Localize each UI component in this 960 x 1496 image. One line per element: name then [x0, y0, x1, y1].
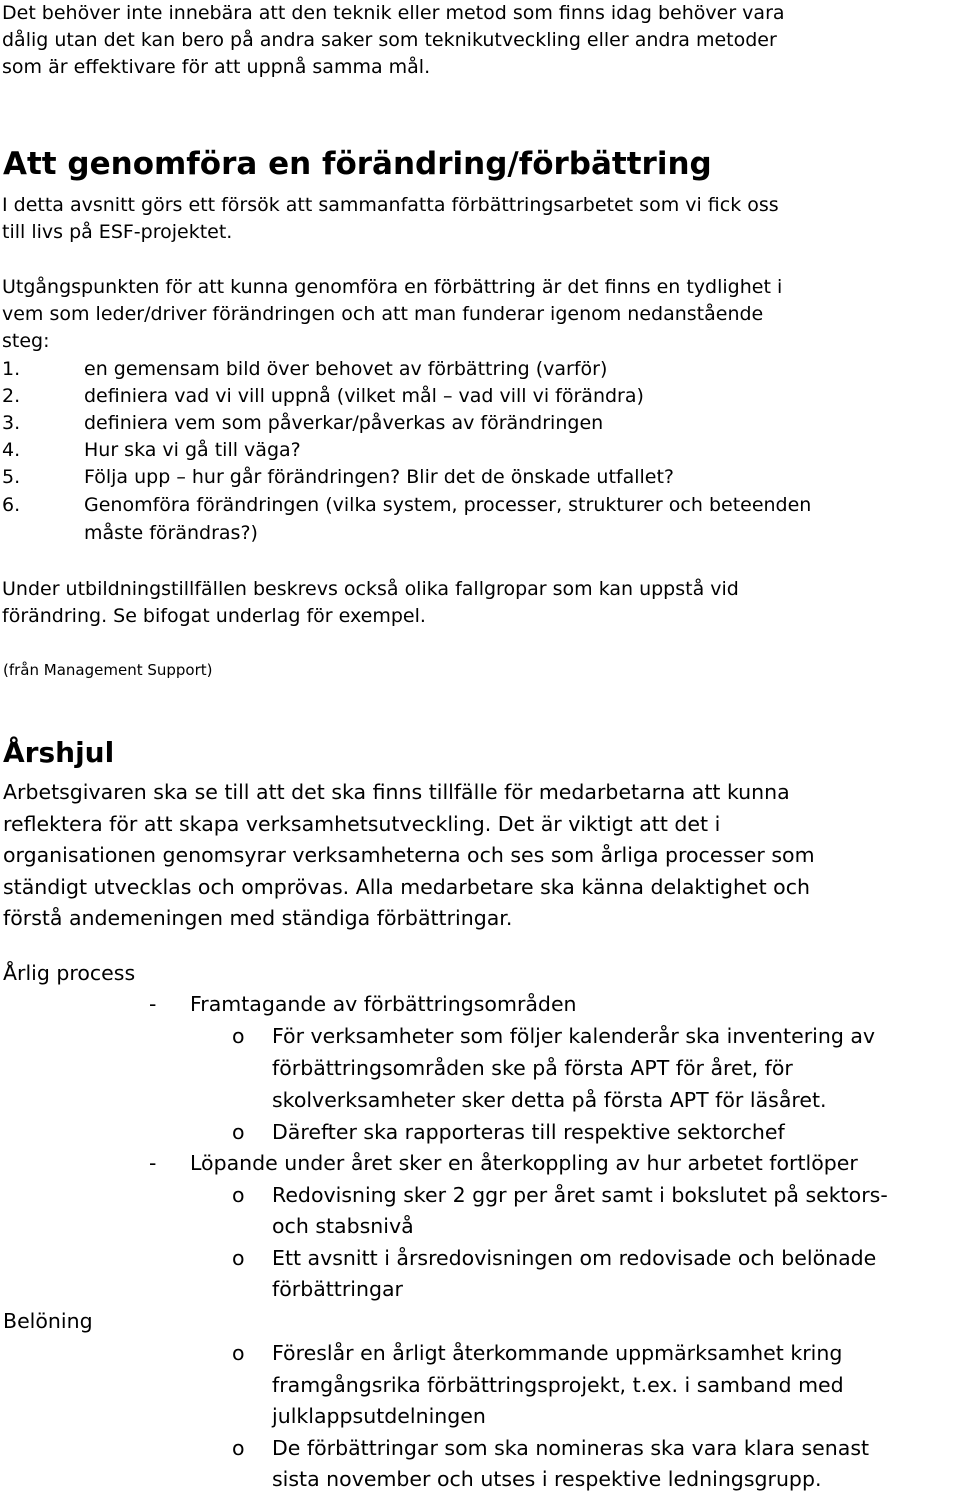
text-line: ständigt utvecklas och omprövas. Alla medarbetare ska känna delaktighet och — [3, 874, 810, 899]
section-heading-arshjul: Årshjul — [3, 736, 115, 769]
list-number: 4. — [2, 439, 21, 461]
section-heading: Att genomföra en förändring/förbättring — [3, 146, 712, 182]
process-label: Årlig process — [3, 961, 136, 985]
bullet-marker: o — [232, 1183, 245, 1207]
list-text: Genomföra förändringen (vilka system, processer, strukturer och beteenden — [84, 494, 812, 516]
bullet-text: För verksamheter som följer kalenderår ska inventering av — [272, 1024, 876, 1048]
starting-point-paragraph — [2, 274, 957, 355]
list-number: 2. — [2, 385, 21, 407]
bullet-marker: o — [232, 1120, 245, 1144]
list-text: definiera vad vi vill uppnå (vilket mål – vad vill vi förändra) — [84, 385, 644, 407]
pitfalls-paragraph — [2, 576, 957, 630]
text-line: Det behöver inte innebära att den teknik eller metod som finns idag behöver vara — [2, 2, 785, 24]
text-line: som är effektivare för att uppnå samma mål. — [2, 56, 431, 78]
list-text: måste förändras?) — [84, 522, 258, 544]
text-line: reflektera för att skapa verksamhetsutveckling. Det är viktigt att det i — [3, 811, 721, 836]
bullet-marker: o — [232, 1341, 245, 1365]
bullet-text: sista november och utses i respektive ledningsgrupp. — [272, 1467, 822, 1491]
bullet-text: Därefter ska rapporteras till respektive sektorchef — [272, 1120, 785, 1144]
reward-label: Belöning — [3, 1309, 93, 1333]
bullet-text: förbättringsområden ske på första APT för året, för — [272, 1056, 793, 1080]
bullet-text: skolverksamheter sker detta på första APT för läsåret. — [272, 1088, 827, 1112]
arshjul-paragraph — [3, 777, 815, 935]
bullet-marker: o — [232, 1436, 245, 1460]
bullet-text: De förbättringar som ska nomineras ska vara klara senast — [272, 1436, 870, 1460]
list-number: 5. — [2, 466, 21, 488]
bullet-marker: o — [232, 1246, 245, 1270]
intro-paragraph — [2, 0, 957, 81]
bullet-text: och stabsnivå — [272, 1214, 414, 1238]
text-line: organisationen genomsyrar verksamheterna och ses som årliga processer som — [3, 843, 815, 867]
bullet-marker: o — [232, 1024, 245, 1048]
bullet-text: förbättringar — [272, 1277, 403, 1301]
list-text: Hur ska vi gå till väga? — [84, 439, 301, 461]
text-line: dålig utan det kan bero på andra saker som teknikutveckling eller andra metoder — [2, 29, 777, 51]
text-line: förstå andemeningen med ständiga förbättringar. — [3, 906, 513, 930]
list-number: 1. — [2, 358, 21, 380]
bullet-text: framgångsrika förbättringsprojekt, t.ex. i samband med — [272, 1373, 844, 1397]
bullet-text: julklappsutdelningen — [272, 1404, 486, 1428]
section-intro-paragraph — [2, 192, 957, 246]
text-line: steg: — [2, 330, 50, 352]
source-note: (från Management Support) — [3, 661, 213, 679]
list-text: en gemensam bild över behovet av förbättring (varför) — [84, 358, 608, 380]
text-line: Under utbildningstillfällen beskrevs också olika fallgropar som kan uppstå vid — [2, 578, 739, 600]
bullet-text: Föreslår en årligt återkommande uppmärksamhet kring — [272, 1341, 843, 1365]
bullet-text: Redovisning sker 2 ggr per året samt i bokslutet på sektors- — [272, 1183, 888, 1207]
text-line: till livs på ESF-projektet. — [2, 221, 233, 243]
dash-marker: - — [149, 992, 157, 1016]
text-line: förändring. Se bifogat underlag för exempel. — [2, 605, 426, 627]
text-line: Arbetsgivaren ska se till att det ska finns tillfälle för medarbetarna att kunna — [3, 780, 790, 804]
dash-item-text: Löpande under året sker en återkoppling av hur arbetet fortlöper — [190, 1151, 858, 1175]
dash-item-text: Framtagande av förbättringsområden — [190, 992, 577, 1016]
dash-marker: - — [149, 1151, 157, 1175]
text-line: vem som leder/driver förändringen och att man funderar igenom nedanstående — [2, 303, 764, 325]
list-text: definiera vem som påverkar/påverkas av förändringen — [84, 412, 604, 434]
bullet-text: Ett avsnitt i årsredovisningen om redovisade och belönade — [272, 1246, 877, 1270]
list-number: 3. — [2, 412, 21, 434]
text-line: Utgångspunkten för att kunna genomföra en förbättring är det finns en tydlighet i — [2, 276, 783, 298]
list-text: Följa upp – hur går förändringen? Blir det de önskade utfallet? — [84, 466, 675, 488]
list-number: 6. — [2, 494, 21, 516]
text-line: I detta avsnitt görs ett försök att sammanfatta förbättringsarbetet som vi fick oss — [2, 194, 779, 216]
